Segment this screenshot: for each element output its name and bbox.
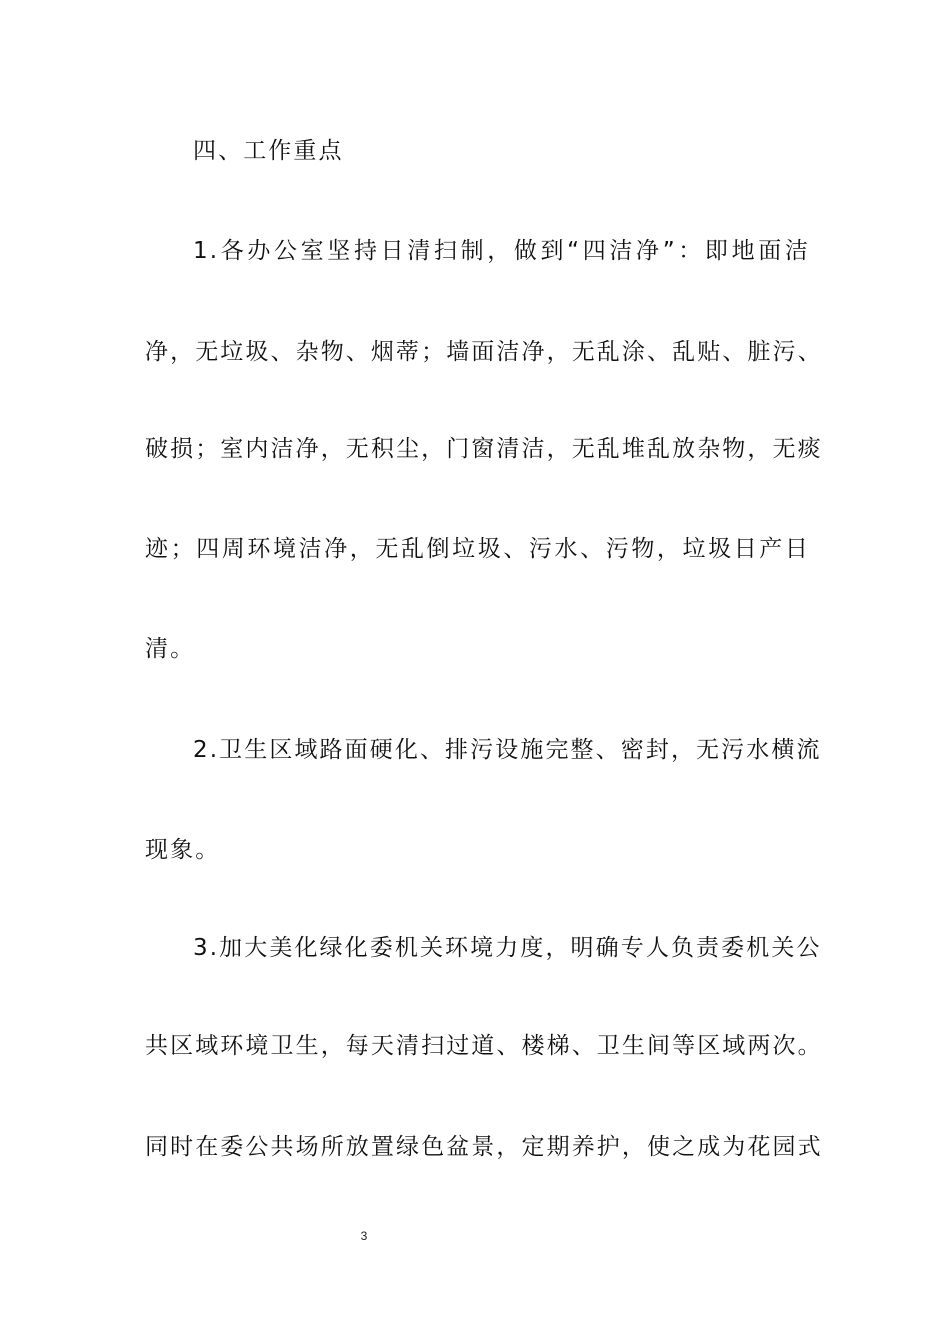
paragraph-1-line-2: 净，无垃圾、杂物、烟蒂；墙面洁净，无乱涂、乱贴、脏污、 [145,339,823,365]
paragraph-2-line-1: 2.卫生区域路面硬化、排污设施完整、密封，无污水横流 [193,737,822,763]
paragraph-3-line-2: 共区域环境卫生，每天清扫过道、楼梯、卫生间等区域两次。 [145,1033,823,1059]
paragraph-1-line-1: 1.各办公室坚持日清扫制，做到“四洁净”：即地面洁 [193,238,810,264]
paragraph-1-line-4: 迹；四周环境洁净，无乱倒垃圾、污水、污物，垃圾日产日 [145,536,810,562]
paragraph-3-line-3: 同时在委公共场所放置绿色盆景，定期养护，使之成为花园式 [145,1134,823,1160]
paragraph-3-line-1: 3.加大美化绿化委机关环境力度，明确专人负责委机关公 [193,935,822,961]
paragraph-2-line-2: 现象。 [145,837,221,863]
paragraph-1-line-5: 清。 [145,636,196,662]
paragraph-1-line-3: 破损；室内洁净，无积尘，门窗清洁，无乱堆乱放杂物，无痰 [145,436,823,462]
page-number: 3 [360,1229,368,1243]
section-heading: 四、工作重点 [193,138,344,164]
